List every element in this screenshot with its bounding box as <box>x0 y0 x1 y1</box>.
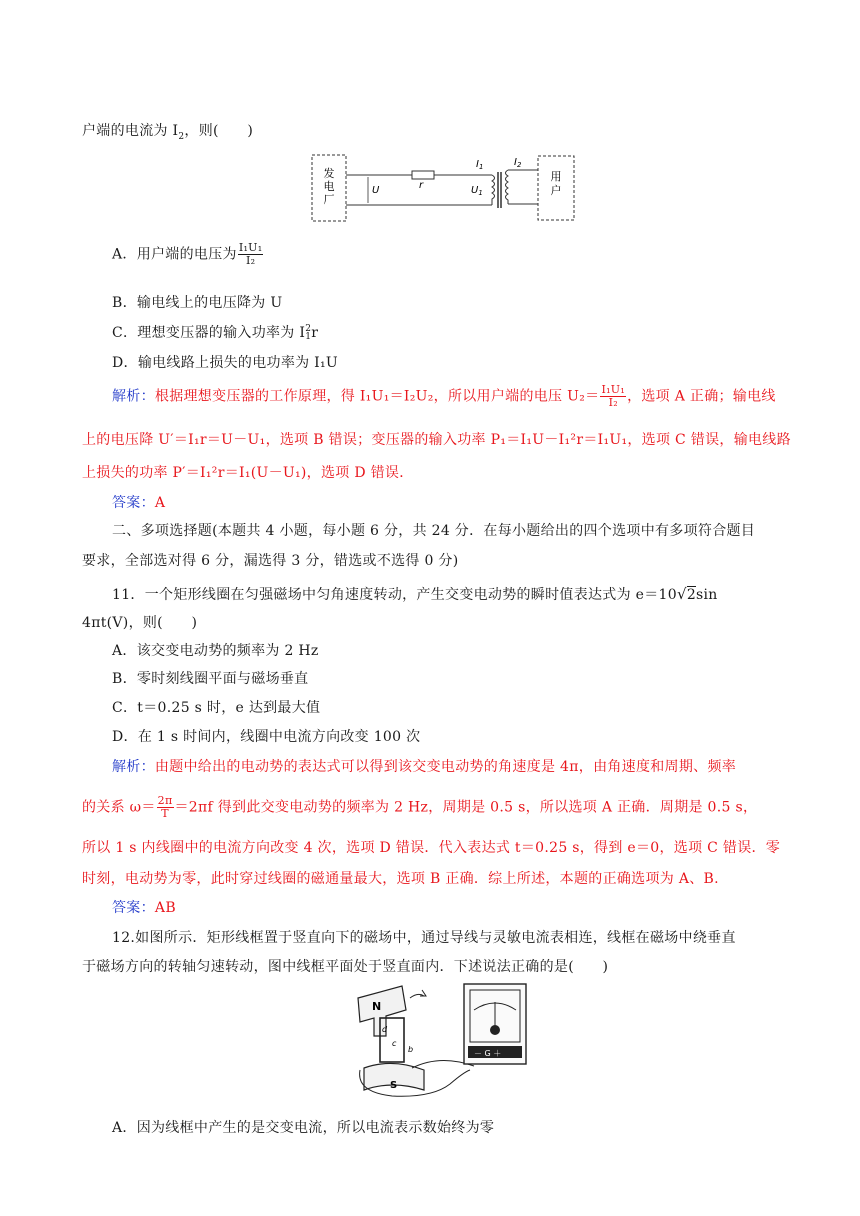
q11-option-c: C．t＝0.25 s 时，e 达到最大值 <box>112 700 321 716</box>
coil-b-label: b <box>408 1045 414 1054</box>
transmission-circuit-figure <box>308 150 580 226</box>
q10-option-d: D．输电线路上损失的电功率为 I₁U <box>112 355 339 371</box>
plant-label-1: 发 <box>323 167 335 180</box>
q12-stem-l2: 于磁场方向的转轴匀速转动，图中线框平面处于竖直面内．下述说法正确的是( ) <box>82 959 609 975</box>
voltage-U1-label: $U_1$ <box>471 185 483 197</box>
q11-analysis-l3: 所以 1 s 内线圈中的电流方向改变 4 次，选项 D 错误．代入表达式 t＝0.25 s，得到 e＝0，选项 C 错误．零 <box>82 840 781 856</box>
coil-c-label: c <box>392 1039 397 1048</box>
q10-answer: 答案：A <box>112 495 166 511</box>
q11-option-a: A．该交变电动势的频率为 2 Hz <box>112 643 319 659</box>
voltage-U-label: U <box>372 185 380 196</box>
q11-answer: 答案：AB <box>112 900 176 916</box>
q10-analysis-l1: 解析：根据理想变压器的工作原理，得 I₁U₁＝I₂U₂，所以用户端的电压 U₂＝ $\frac{\text{I₁U₁}}{\text{I₂}}$ ，选项 A 正确；输电线 <box>112 383 776 409</box>
q11-stem-l1: 11．一个矩形线圈在匀强磁场中匀角速度转动，产生交变电动势的瞬时值表达式为 e＝10√2sin <box>112 585 718 603</box>
current-I2-label: $I_2$ <box>514 157 522 169</box>
section2-header-l1: 二、多项选择题(本题共 4 小题，每小题 6 分，共 24 分．在每小题给出的四个选项中有多项符合题目 <box>112 523 756 539</box>
q10-option-b: B．输电线上的电压降为 U <box>112 295 283 311</box>
q10-analysis-l2: 上的电压降 U′＝I₁r＝U－U₁，选项 B 错误；变压器的输入功率 P₁＝I₁U－I₁²r＝I₁U₁，选项 C 错误，输电线路 <box>82 432 791 448</box>
q10-option-a: A．用户端的电压为 $\frac{\text{I₁U₁}}{\text{I₂}}$ <box>112 241 263 267</box>
current-I1-label: $I_1$ <box>476 159 484 171</box>
q10-option-c: C．理想变压器的输入功率为 I 2 1 r <box>112 324 319 342</box>
pole-S-label: S <box>390 1080 398 1091</box>
q11-analysis-l4: 时刻，电动势为零，此时穿过线圈的磁通量最大，选项 B 正确．综上所述，本题的正确选项为 A、B. <box>82 871 719 887</box>
q10-analysis-l3: 上损失的功率 P′＝I₁²r＝I₁(U－U₁)，选项 D 错误． <box>82 465 414 481</box>
resistor-r-label: r <box>419 180 424 191</box>
q10-stem-tail: 户端的电流为 $I_2$，则( ) <box>82 123 254 142</box>
q11-analysis-l1: 解析：由题中给出的电动势的表达式可以得到该交变电动势的角速度是 4π，由角速度和周期、频率 <box>112 759 737 775</box>
secondary-coil <box>506 170 509 204</box>
user-label-1: 用 <box>550 170 562 183</box>
resistor-r <box>412 171 434 179</box>
pole-N-label: N <box>372 1000 382 1013</box>
q11-stem-l2: 4πt(V)，则( ) <box>82 615 198 631</box>
generator-galvanometer-figure <box>352 980 532 1100</box>
coil-d-label: d <box>382 1025 388 1034</box>
q11-option-d: D．在 1 s 时间内，线圈中电流方向改变 100 次 <box>112 729 421 745</box>
plant-label-3: 厂 <box>323 193 335 206</box>
q12-option-a: A．因为线框中产生的是交变电流，所以电流表示数始终为零 <box>112 1120 495 1136</box>
plant-label-2: 电 <box>323 180 335 193</box>
section2-header-l2: 要求，全部选对得 6 分，漏选得 3 分，错选或不选得 0 分) <box>82 553 459 569</box>
user-label-2: 户 <box>550 184 562 197</box>
q12-stem-l1: 12.如图所示．矩形线框置于竖直向下的磁场中，通过导线与灵敏电流表相连，线框在磁场中绕垂直 <box>112 930 736 946</box>
svg-text:－ G ＋: － G ＋ <box>474 1049 502 1058</box>
q11-option-b: B．零时刻线圈平面与磁场垂直 <box>112 671 309 687</box>
q11-analysis-l2: 的关系 ω＝ $\frac{2\pi}{T}$ ＝2πf 得到此交变电动势的频率为 2 Hz，周期是 0.5 s，所以选项 A 正确．周期是 0.5 s， <box>82 794 758 820</box>
primary-coil <box>492 175 495 205</box>
